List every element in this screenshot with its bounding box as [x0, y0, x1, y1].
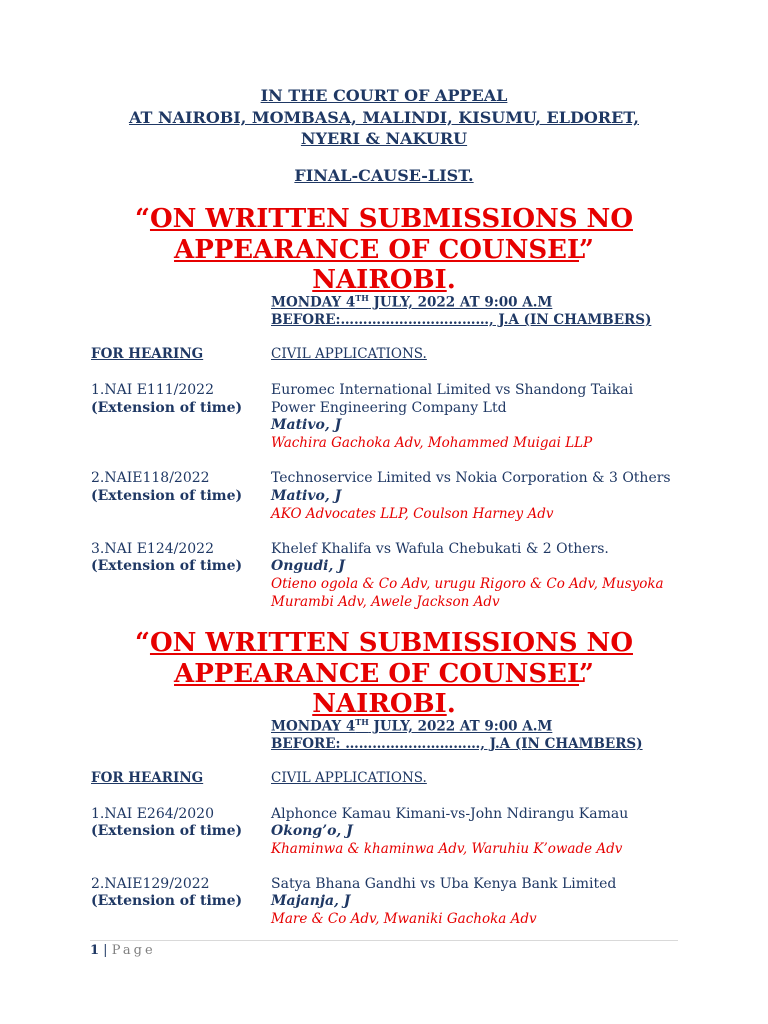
- before-judge-line: BEFORE: …………………………, J.A (IN CHAMBERS): [271, 736, 643, 752]
- case-judge: Majanja, J: [271, 893, 351, 909]
- banner-text-1: ON WRITTEN SUBMISSIONS NO: [149, 628, 633, 658]
- case-judge: Okong’o, J: [271, 823, 353, 839]
- hearing-date: [271, 293, 552, 311]
- case-parties: Technoservice Limited vs Nokia Corporation & 3 Others: [271, 470, 671, 486]
- city-dot: .: [446, 689, 456, 719]
- case-parties: Khelef Khalifa vs Wafula Chebukati & 2 Others.: [271, 541, 609, 557]
- case-type: (Extension of time): [91, 400, 243, 416]
- case-judge: Mativo, J: [271, 417, 342, 433]
- quote-open: “: [135, 204, 150, 234]
- quote-close: ”: [579, 235, 594, 265]
- section-banner-city: [0, 265, 768, 295]
- case-type: (Extension of time): [91, 823, 243, 839]
- case-number: 2.NAIE129/2022: [91, 876, 210, 892]
- date-text-rest: JULY, 2022 AT 9:00 A.M: [368, 294, 553, 311]
- page-label: Page: [111, 943, 156, 958]
- quote-open: “: [135, 628, 150, 658]
- case-type: (Extension of time): [91, 488, 243, 504]
- for-hearing-label: FOR HEARING: [91, 770, 204, 786]
- case-advocates: Mare & Co Adv, Mwaniki Gachoka Adv: [271, 911, 537, 927]
- quote-close: ”: [579, 659, 594, 689]
- for-hearing-label: FOR HEARING: [91, 346, 204, 362]
- case-type: (Extension of time): [91, 893, 243, 909]
- case-number: 1.NAI E111/2022: [91, 382, 214, 398]
- case-advocates: Otieno ogola & Co Adv, urugu Rigoro & Co Adv, Musyoka: [271, 576, 664, 592]
- hearing-date: [271, 717, 552, 735]
- case-number: 2.NAIE118/2022: [91, 470, 210, 486]
- banner-text-2: APPEARANCE OF COUNSEL: [174, 235, 579, 265]
- date-text-rest: JULY, 2022 AT 9:00 A.M: [368, 718, 553, 735]
- date-ordinal: TH: [355, 293, 369, 303]
- case-number: 3.NAI E124/2022: [91, 541, 214, 557]
- case-judge: Ongudi, J: [271, 558, 345, 574]
- city-name: NAIROBI: [312, 689, 447, 719]
- footer-divider: [90, 940, 678, 941]
- case-parties: Euromec International Limited vs Shandong Taikai: [271, 382, 634, 398]
- court-locations-cont: NYERI & NAKURU: [300, 129, 468, 148]
- case-judge: Mativo, J: [271, 488, 342, 504]
- date-text: MONDAY 4: [271, 718, 356, 735]
- page-footer: [90, 943, 156, 958]
- case-advocates: Khaminwa & khaminwa Adv, Waruhiu K’owade Adv: [271, 841, 623, 857]
- case-parties: Alphonce Kamau Kimani-vs-John Ndirangu Kamau: [271, 806, 629, 822]
- case-advocates: Wachira Gachoka Adv, Mohammed Muigai LLP: [271, 435, 593, 451]
- category-label: CIVIL APPLICATIONS.: [271, 770, 427, 786]
- page-number: 1: [90, 943, 100, 958]
- case-advocates: AKO Advocates LLP, Coulson Harney Adv: [271, 506, 554, 522]
- section-banner-line2: [0, 235, 768, 265]
- before-judge-line: BEFORE:……………………………, J.A (IN CHAMBERS): [271, 312, 652, 328]
- section-banner-city: [0, 689, 768, 719]
- banner-text-2: APPEARANCE OF COUNSEL: [174, 659, 579, 689]
- category-label: CIVIL APPLICATIONS.: [271, 346, 427, 362]
- city-dot: .: [446, 265, 456, 295]
- list-title: FINAL-CAUSE-LIST.: [294, 166, 474, 185]
- court-locations: AT NAIROBI, MOMBASA, MALINDI, KISUMU, ELDORET,: [128, 108, 639, 127]
- case-advocates-cont: Murambi Adv, Awele Jackson Adv: [271, 594, 500, 610]
- banner-text-1: ON WRITTEN SUBMISSIONS NO: [149, 204, 633, 234]
- footer-separator: |: [99, 943, 112, 958]
- court-title: IN THE COURT OF APPEAL: [260, 86, 508, 105]
- case-number: 1.NAI E264/2020: [91, 806, 214, 822]
- section-banner-line1: [0, 628, 768, 658]
- date-ordinal: TH: [355, 717, 369, 727]
- city-name: NAIROBI: [312, 265, 447, 295]
- case-parties: Satya Bhana Gandhi vs Uba Kenya Bank Limited: [271, 876, 617, 892]
- date-text: MONDAY 4: [271, 294, 356, 311]
- case-type: (Extension of time): [91, 558, 243, 574]
- case-parties-cont: Power Engineering Company Ltd: [271, 400, 507, 416]
- section-banner-line1: [0, 204, 768, 234]
- section-banner-line2: [0, 659, 768, 689]
